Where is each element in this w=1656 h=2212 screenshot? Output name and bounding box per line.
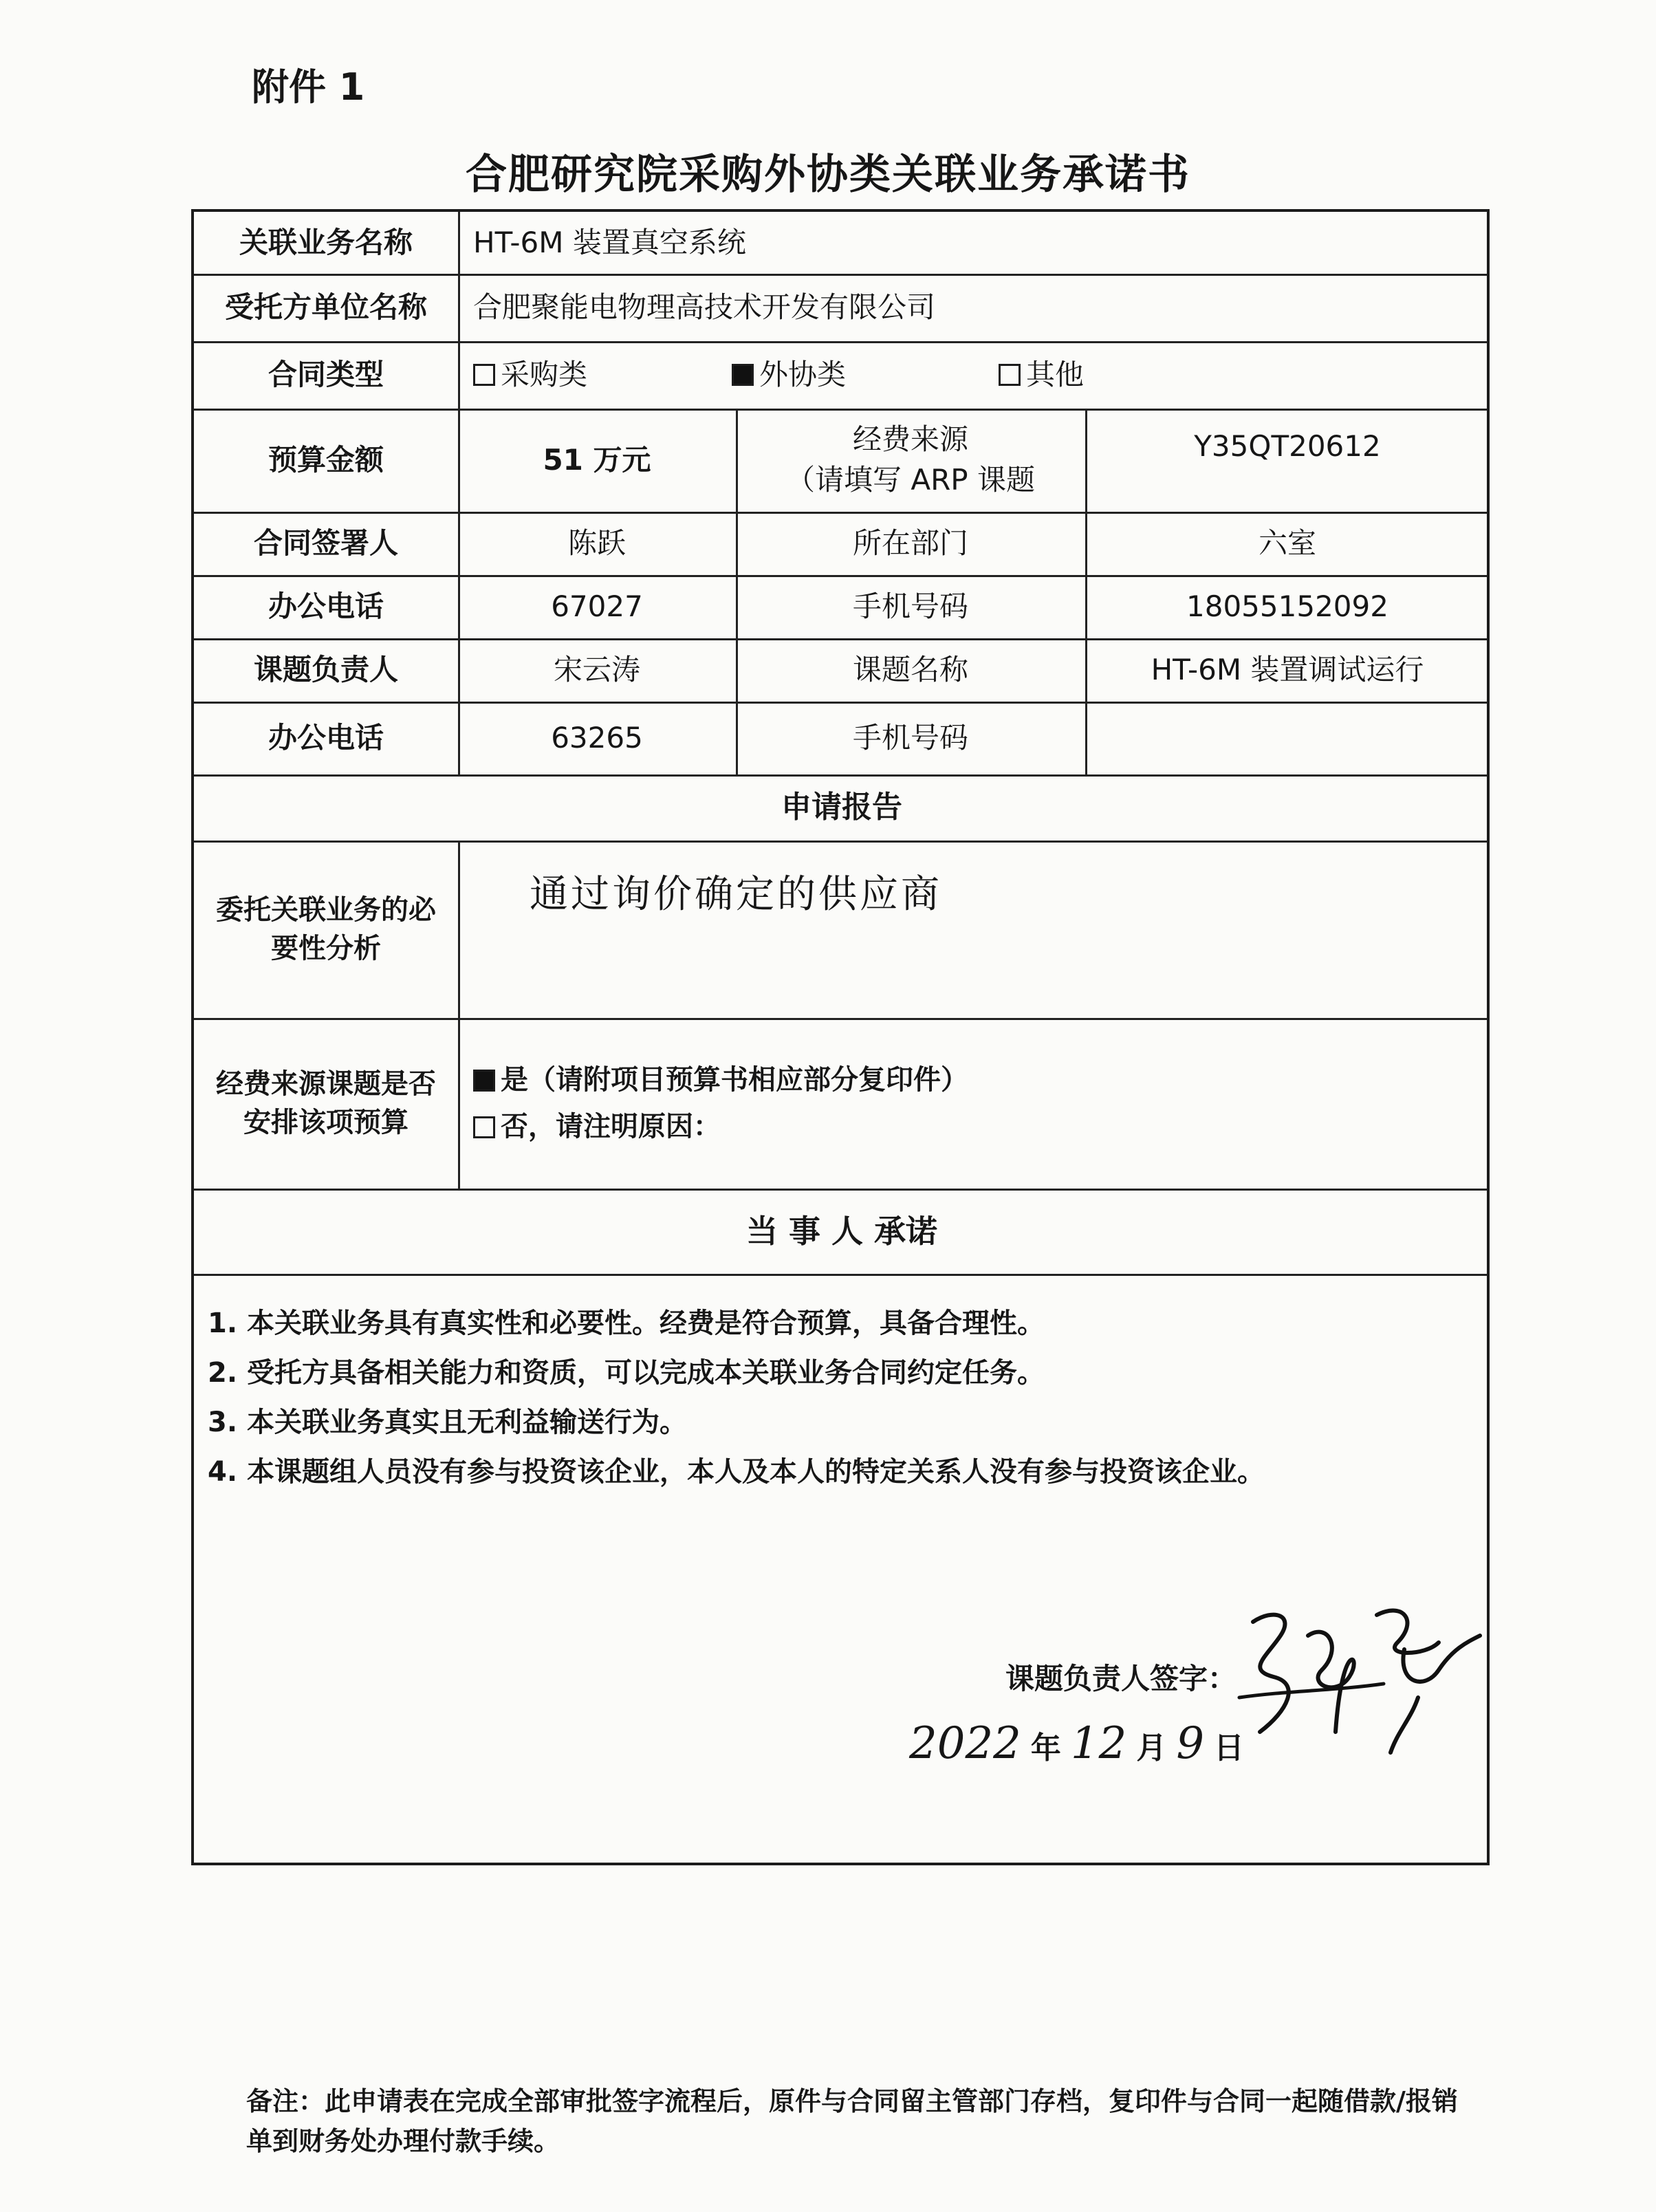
contract-type-label: 合同类型 (268, 357, 384, 391)
business-name-label: 关联业务名称 (239, 225, 413, 259)
contract-type-option-purchase[interactable]: 采购类 (458, 341, 733, 409)
contract-signer-label: 合同签署人 (253, 525, 398, 560)
sign-date: 2022 年 12 月 9 日 (909, 1718, 1245, 1769)
pledge-list (208, 1299, 1473, 1497)
pledge-item: 1. 本关联业务具有真实性和必要性。经费是符合预算，具备合理性。 (208, 1308, 1045, 1339)
necessity-analysis-label: 委托关联业务的必 要性分析 (216, 894, 436, 964)
budget-label: 预算金额 (268, 442, 384, 477)
checkbox-checked-icon[interactable] (473, 1070, 495, 1092)
contract-type-option-outsourcing[interactable]: 外协类 (717, 341, 992, 409)
budget-arranged-options (458, 1018, 1490, 1189)
mobile-label: 手机号码 (852, 589, 968, 623)
project-leader-label: 课题负责人 (253, 652, 398, 686)
project-name-value: HT-6M 装置调试运行 (1151, 652, 1424, 686)
office-phone-label: 办公电话 (268, 589, 384, 623)
entrusted-unit-label: 受托方单位名称 (224, 290, 427, 324)
application-report-heading: 申请报告 (781, 790, 902, 825)
business-name-value: HT-6M 装置真空系统 (473, 225, 746, 259)
document-title: 合肥研究院采购外协类关联业务承诺书 (466, 151, 1190, 199)
pledge-item: 4. 本课题组人员没有参与投资该企业，本人及本人的特定关系人没有参与投资该企业。 (208, 1456, 1265, 1488)
budget-no-option[interactable]: 否，请注明原因： (473, 1107, 721, 1146)
office-phone-label-2: 办公电话 (268, 720, 384, 755)
signature-label: 课题负责人签字： (1005, 1662, 1237, 1695)
contract-signer-value: 陈跃 (567, 525, 626, 560)
office-phone-value-2: 63265 (551, 720, 643, 755)
budget-yes-option[interactable]: 是（请附项目预算书相应部分复印件） (473, 1061, 968, 1099)
attachment-label: 附件 1 (252, 65, 365, 109)
funding-source-label: 经费来源 （请填写 ARP 课题 (786, 422, 1035, 497)
mobile-value: 18055152092 (1186, 589, 1388, 623)
handwritten-signature (1232, 1594, 1487, 1759)
contract-type-option-other[interactable]: 其他 (983, 341, 1259, 409)
entrusted-unit-value: 合肥聚能电物理高技术开发有限公司 (473, 290, 936, 324)
checkbox-unchecked-icon[interactable] (473, 364, 495, 386)
checkbox-checked-icon[interactable] (732, 364, 754, 386)
footer-note: 备注：此申请表在完成全部审批签字流程后，原件与合同留主管部门存档，复印件与合同一起随借款/报销单到财务处办理付款手续。 (246, 2086, 1458, 2156)
office-phone-value: 67027 (551, 589, 643, 623)
commitment-form (191, 209, 1490, 1865)
necessity-analysis-value: 通过询价确定的供应商 (530, 872, 942, 917)
mobile-label-2: 手机号码 (852, 720, 968, 755)
department-label: 所在部门 (852, 525, 968, 560)
project-name-label: 课题名称 (852, 652, 968, 686)
department-value: 六室 (1258, 525, 1316, 560)
project-leader-value: 宋云涛 (553, 652, 640, 686)
mobile-value-2 (1085, 702, 1490, 774)
pledge-item: 3. 本关联业务真实且无利益输送行为。 (208, 1407, 687, 1438)
funding-source-value: Y35QT20612 (1194, 429, 1381, 463)
checkbox-unchecked-icon[interactable] (999, 364, 1021, 386)
pledge-item: 2. 受托方具备相关能力和资质，可以完成本关联业务合同约定任务。 (208, 1357, 1045, 1389)
checkbox-unchecked-icon[interactable] (473, 1116, 495, 1138)
budget-value: 51 万元 (543, 442, 651, 477)
budget-arranged-label: 经费来源课题是否 安排该项预算 (216, 1068, 436, 1138)
pledge-heading: 当 事 人 承诺 (745, 1212, 938, 1250)
